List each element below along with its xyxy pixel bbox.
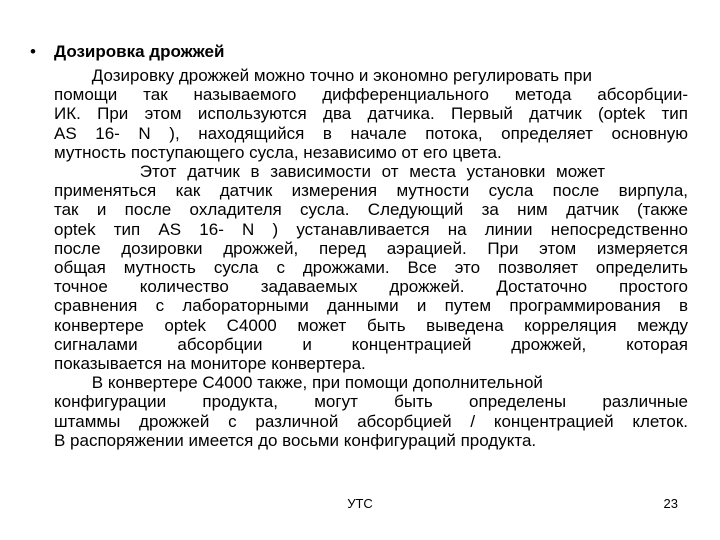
text-line: помощи так называемого дифференциального метода абсорбции- xyxy=(54,85,688,105)
text-line: Этот датчик в зависимости от места установки может xyxy=(54,162,606,182)
text-line: ИК. При этом используются два датчика. Первый датчик (optek тип xyxy=(54,104,688,124)
paragraph-1 xyxy=(54,66,688,162)
text-line: конвертере optek C4000 может быть выведена корреляция между xyxy=(54,315,688,335)
page-number: 23 xyxy=(663,496,678,511)
text-line: общая мутность сусла с дрожжами. Все это позволяет определить xyxy=(54,258,688,278)
paragraph-3 xyxy=(54,373,688,450)
text-line: мутность поступающего сусла, независимо от его цвета. xyxy=(54,142,502,162)
text-line: показывается на мониторе конвертера. xyxy=(54,354,366,374)
heading-row xyxy=(30,42,224,62)
text-line: В распоряжении имеется до восьми конфигураций продукта. xyxy=(54,430,537,450)
paragraph-2 xyxy=(54,162,688,373)
text-line: применяться как датчик измерения мутности сусла после вирпула, xyxy=(54,181,688,201)
text-line: сравнения с лабораторными данными и путем программирования в xyxy=(54,296,688,316)
text-line: так и после охладителя сусла. Следующий за ним датчик (также xyxy=(54,200,688,220)
footer-label: УТС xyxy=(347,496,373,511)
text-line: Дозировку дрожжей можно точно и экономно регулировать при xyxy=(54,66,592,85)
text-line: сигналами абсорбции и концентрацией дрожжей, которая xyxy=(54,334,688,354)
bullet-icon: • xyxy=(30,42,36,61)
body-text xyxy=(54,66,688,450)
text-line: после дозировки дрожжей, перед аэрацией. При этом измеряется xyxy=(54,238,688,258)
text-line: конфигурации продукта, могут быть определены различные xyxy=(54,392,688,412)
text-line: В конвертере C4000 также, при помощи дополнительной xyxy=(54,373,543,393)
text-line: optek тип AS 16- N ) устанавливается на линии непосредственно xyxy=(54,219,688,239)
slide-heading: Дозировка дрожжей xyxy=(54,42,225,61)
text-line: штаммы дрожжей с различной абсорбцией / концентрацией клеток. xyxy=(54,411,688,431)
text-line: точное количество задаваемых дрожжей. Достаточно простого xyxy=(54,277,688,297)
text-line: AS 16- N ), находящийся в начале потока, определяет основную xyxy=(54,123,688,143)
